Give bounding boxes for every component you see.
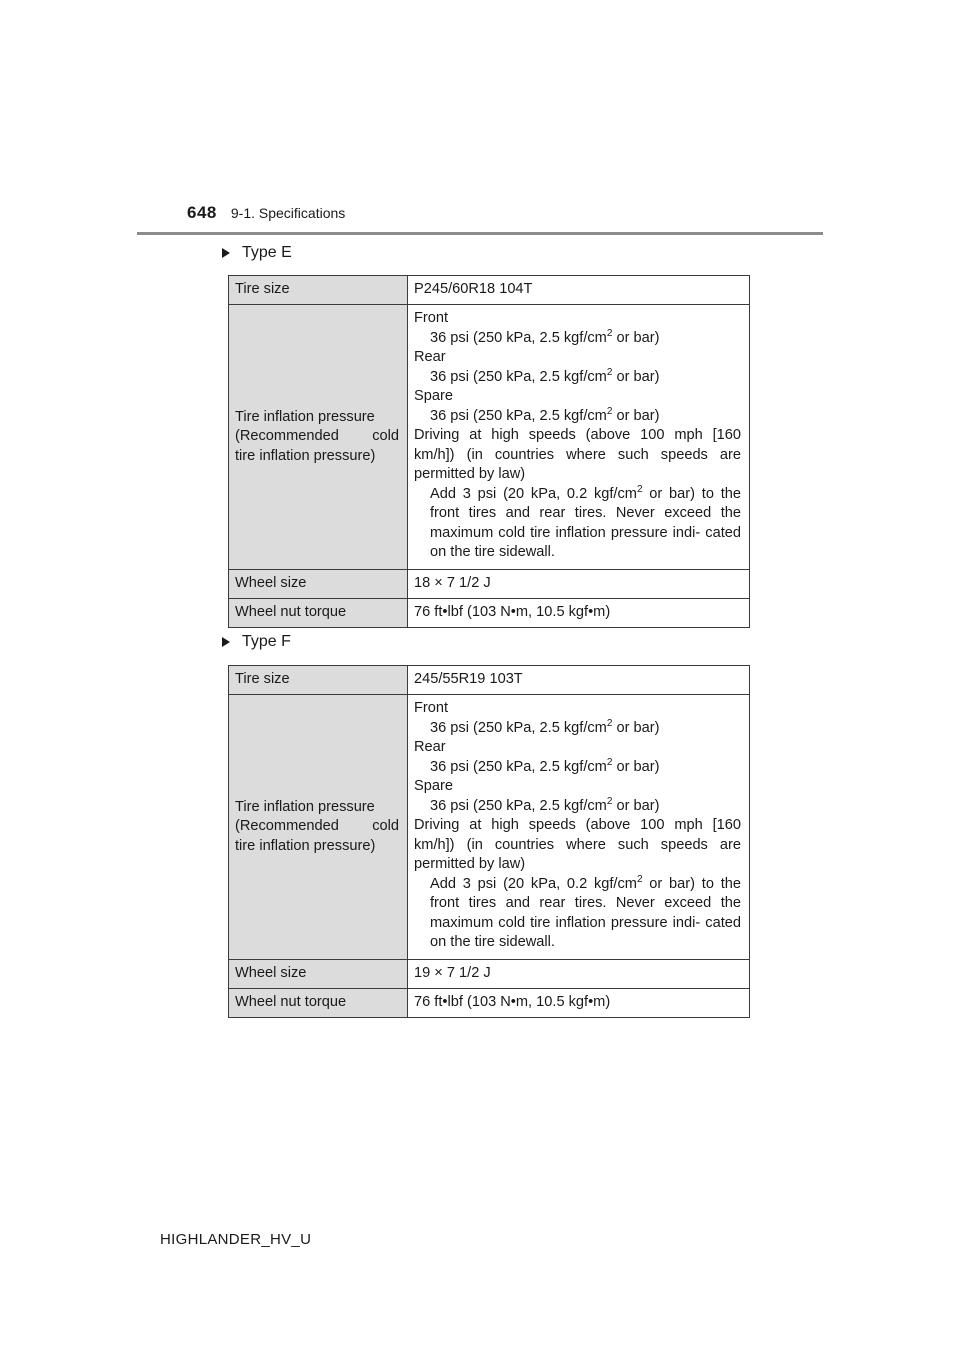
type-e-label: Type E xyxy=(242,244,292,261)
pressure-label-line: (Recommended cold xyxy=(235,818,399,834)
nut-torque-label: Wheel nut torque xyxy=(229,988,408,1017)
wheel-size-label: Wheel size xyxy=(229,569,408,598)
pressure-label-line: Tire inflation pressure xyxy=(235,408,375,425)
triangle-bullet-icon xyxy=(222,248,230,258)
pressure-label xyxy=(229,305,408,570)
high-speed-value: Add 3 psi (20 kPa, 0.2 kgf/$cm^2$ or bar) to the front tires and rear tires. Never exceed the maximum cold tire inflation pressure indi- cated on the tire sidewall. xyxy=(430,873,742,950)
type-e-heading xyxy=(222,244,292,262)
spare-label: Spare xyxy=(414,388,453,404)
front-value: 36 psi (250 kPa, 2.5 kgf/$cm^2$ or bar) xyxy=(430,717,660,736)
front-label: Front xyxy=(414,310,449,326)
rear-label: Rear xyxy=(414,349,446,365)
rear-label: Rear xyxy=(414,739,446,755)
pressure-value xyxy=(408,305,750,570)
high-speed-text: Driving at high speeds (above 100 mph [160 km/h]) (in countries where such speeds are permitted by law) xyxy=(414,817,741,872)
nut-torque-value: 76 ft•lbf (103 N•m, 10.5 kgf•m) xyxy=(408,598,750,627)
pressure-label-line: tire inflation pressure) xyxy=(235,447,376,464)
table-row xyxy=(229,988,750,1017)
table-row xyxy=(229,666,750,695)
triangle-bullet-icon xyxy=(222,637,230,647)
table-row xyxy=(229,276,750,305)
type-f-label: Type F xyxy=(242,633,291,650)
nut-torque-label: Wheel nut torque xyxy=(229,598,408,627)
spare-label: Spare xyxy=(414,778,453,794)
table-row xyxy=(229,569,750,598)
spare-value: 36 psi (250 kPa, 2.5 kgf/$cm^2$ or bar) xyxy=(430,795,660,814)
header-rule xyxy=(137,232,823,235)
tire-size-label: Tire size xyxy=(229,276,408,305)
front-label: Front xyxy=(414,700,449,716)
wheel-size-value: 18 × 7 1/2 J xyxy=(408,569,750,598)
document-code: HIGHLANDER_HV_U xyxy=(160,1231,312,1248)
wheel-size-value: 19 × 7 1/2 J xyxy=(408,959,750,988)
table-row xyxy=(229,695,750,960)
table-row xyxy=(229,305,750,570)
table-row xyxy=(229,959,750,988)
pressure-label-line: tire inflation pressure) xyxy=(235,837,376,854)
tire-size-label: Tire size xyxy=(229,666,408,695)
tire-size-value: P245/60R18 104T xyxy=(408,276,750,305)
high-speed-value: Add 3 psi (20 kPa, 0.2 kgf/$cm^2$ or bar) to the front tires and rear tires. Never exceed the maximum cold tire inflation pressure indi- cated on the tire sidewall. xyxy=(430,483,742,560)
high-speed-text: Driving at high speeds (above 100 mph [160 km/h]) (in countries where such speeds are permitted by law) xyxy=(414,427,741,482)
rear-value: 36 psi (250 kPa, 2.5 kgf/$cm^2$ or bar) xyxy=(430,756,660,775)
page-number: 648 xyxy=(187,203,217,222)
front-value: 36 psi (250 kPa, 2.5 kgf/$cm^2$ or bar) xyxy=(430,327,660,346)
pressure-label-line: (Recommended cold xyxy=(235,428,399,444)
spare-value: 36 psi (250 kPa, 2.5 kgf/$cm^2$ or bar) xyxy=(430,405,660,424)
pressure-label-line: Tire inflation pressure xyxy=(235,798,375,815)
pressure-label xyxy=(229,695,408,960)
page-header xyxy=(187,203,345,231)
section-title: 9-1. Specifications xyxy=(230,205,346,221)
type-e-spec-table xyxy=(228,275,750,628)
wheel-size-label: Wheel size xyxy=(229,959,408,988)
tire-size-value: 245/55R19 103T xyxy=(408,666,750,695)
type-f-spec-table xyxy=(228,665,750,1018)
pressure-value xyxy=(408,695,750,960)
type-f-heading xyxy=(222,633,291,651)
nut-torque-value: 76 ft•lbf (103 N•m, 10.5 kgf•m) xyxy=(408,988,750,1017)
table-row xyxy=(229,598,750,627)
rear-value: 36 psi (250 kPa, 2.5 kgf/$cm^2$ or bar) xyxy=(430,366,660,385)
